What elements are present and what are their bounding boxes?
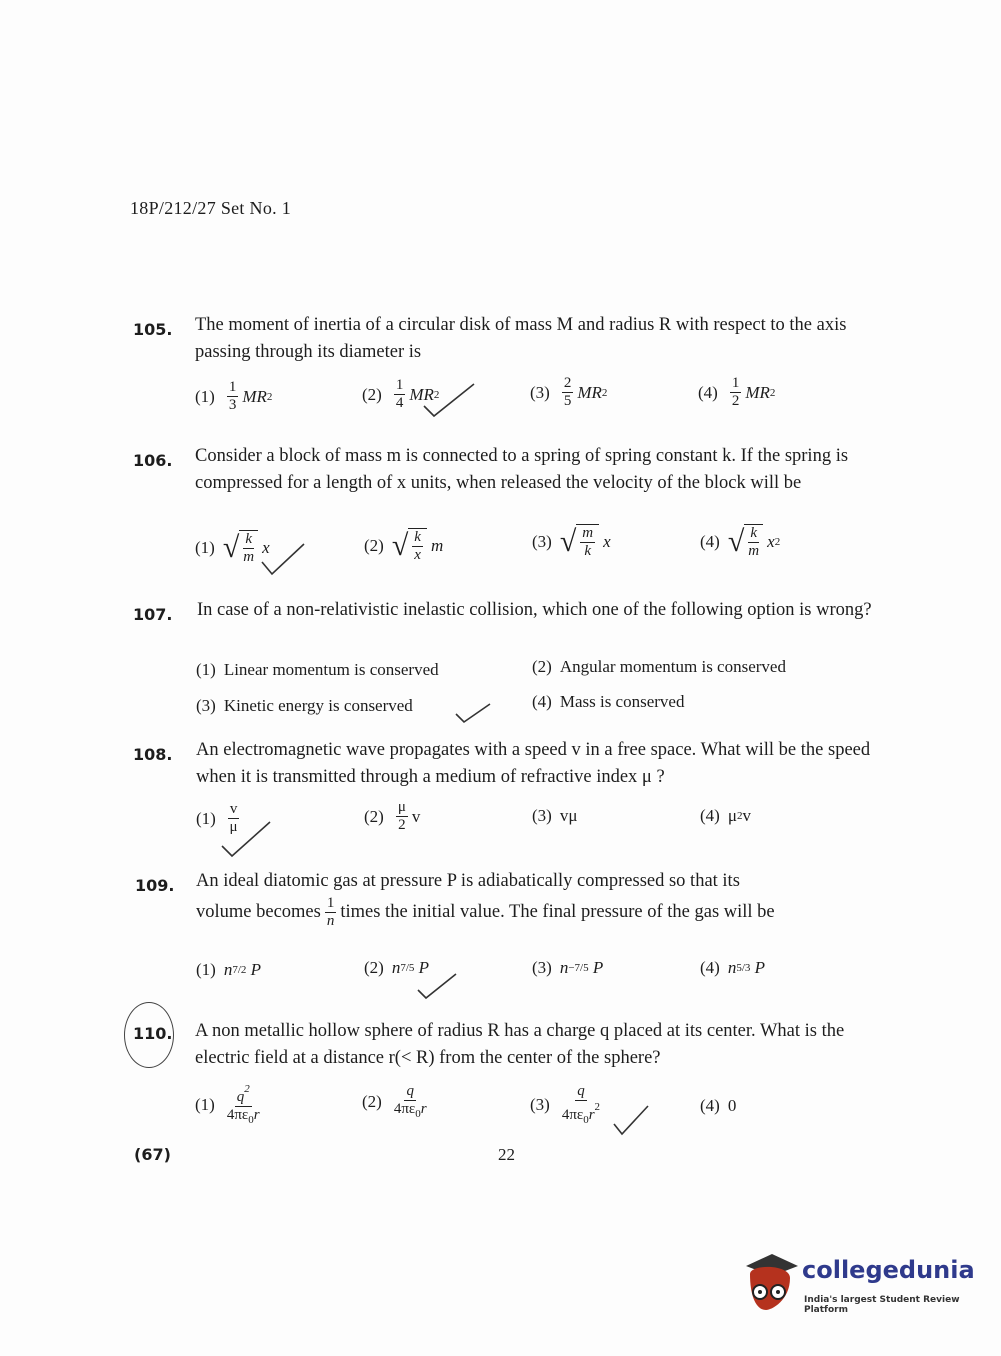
booklet-code: (67) [134,1145,171,1164]
expression: v [411,806,421,826]
question-text: A non metallic hollow sphere of radius R has a charge q placed at its center. What is the electric field at a distance r(< R) from the center of the sphere? [195,1021,845,1068]
option-4 [532,692,684,712]
option-text: Kinetic energy is conserved [223,696,413,715]
denominator: μ [229,819,238,835]
option-label: (1) [196,660,216,679]
expression: m [430,535,444,555]
option-label: (3) [532,958,552,977]
option-label: (4) [698,382,718,402]
numerator: 1 [731,375,740,391]
base: n [391,958,401,977]
denominator: 2 [398,817,406,833]
question-text-line2 [196,896,775,929]
denominator: k [584,543,592,559]
expression: MR [577,382,602,402]
expression: P [754,958,766,977]
text-fragment: times the initial value. The final pressure of the gas will be [340,902,775,922]
option-2: (2) $\frac{q}{4\pi\varepsilon_0r}$ [362,1083,427,1120]
option-label: (4) [532,692,552,711]
denominator: x [414,547,421,563]
numerator: q [406,1083,414,1099]
numerator: k [414,529,421,545]
page-number: 22 [498,1145,515,1164]
exponent: 7/5 [400,962,415,974]
option-2 [364,800,420,833]
option-label: (4) [700,1096,720,1115]
numerator: m [582,525,594,541]
numerator: 1 [326,895,335,911]
option-4 [700,806,751,826]
option-2 [532,657,786,677]
option-1 [196,660,439,680]
option-label: (3) [530,382,550,402]
expression: P [592,958,604,977]
option-3 [532,958,603,978]
option-text: Angular momentum is conserved [559,657,786,676]
option-label: (2) [364,535,384,555]
option-label: (1) [196,960,216,979]
expression: v [742,806,751,825]
option-label: (2) [364,958,384,977]
question-text: An electromagnetic wave propagates with a speed v in a free space. What will be the speed when it is transmitted through a medium of refractive index μ ? [196,740,871,787]
brand-tagline: India's largest Student Review Platform [804,1295,960,1315]
question-number: 105. [133,320,173,339]
option-label: (4) [700,806,720,825]
option-3: (3) $\frac{q}{4\pi\varepsilon_0r^2}$ [530,1083,601,1126]
option-label: (2) [532,657,552,676]
question-number: 108. [133,745,173,764]
expression: P [250,960,262,979]
question-text: In case of a non-relativistic inelastic collision, which one of the following option is wrong? [197,600,872,620]
expression: x [767,531,775,551]
numerator: 1 [228,379,237,395]
option-4 [700,958,765,978]
option-text: 0 [727,1096,737,1115]
option-label: (2) [364,806,384,826]
numerator: k [245,531,253,547]
check-mark-icon [258,537,308,578]
numerator: k [750,525,758,541]
check-mark-icon [218,818,274,860]
option-label: (2) [362,1092,382,1111]
option-text: vμ [559,806,578,825]
option-4: (4) √ $\frac{k}{m}$ x 2 [700,524,781,559]
option-label: (4) [700,958,720,977]
option-3: (3) √ $\frac{m}{k}$ x [532,524,611,559]
option-1: (1) $\frac{q^2}{4\pi\varepsilon_0r}$ [195,1083,260,1126]
expression: P [418,958,430,977]
denominator: 4 [395,395,404,411]
option-2: (2) $\frac{1}{4}$ MR 2 [362,377,440,411]
option-label: (1) [195,386,215,406]
option-1: (1) √ $\frac{k}{m}$ x [195,530,270,565]
question-number: 110. [133,1024,173,1043]
expression: MR [242,386,267,406]
exponent: 7/2 [232,964,247,976]
option-label: (1) [195,1095,215,1114]
check-mark-icon [420,380,478,420]
denominator: n [326,913,335,929]
collegedunia-logo [742,1250,975,1315]
option-3: (3) $\frac{2}{5}$ MR 2 [530,375,608,409]
mascot-icon [742,1252,798,1312]
base: n [559,958,569,977]
numerator: 1 [395,377,404,393]
base: n [727,958,737,977]
option-3 [196,696,413,716]
numerator: 2 [563,375,572,391]
denominator: 3 [228,397,237,413]
option-text: μ [727,806,737,825]
brand-name: collegedunia [802,1256,975,1284]
denominator: 4πε [226,1107,249,1123]
option-1: (1) $\frac{1}{3}$ MR 2 [195,379,273,413]
text-fragment: volume becomes [196,902,321,922]
check-mark-icon [414,970,460,1002]
option-label: (4) [700,531,720,551]
numerator: μ [397,799,406,815]
option-3 [532,806,577,826]
option-label: (3) [532,806,552,825]
numerator: q [577,1083,585,1099]
denominator: 2 [731,393,740,409]
question-number: 106. [133,451,173,470]
option-label: (3) [196,696,216,715]
paper-code-header: 18P/212/27 Set No. 1 [130,198,292,218]
denominator: 4πε [561,1107,584,1123]
check-mark-icon [452,700,494,726]
option-4: (4) $\frac{1}{2}$ MR 2 [698,375,776,409]
option-label: (1) [195,537,215,557]
option-label: (1) [196,808,216,828]
base: n [223,960,233,979]
check-mark-icon [610,1102,652,1138]
option-2: (2) √ $\frac{k}{x}$ m [364,528,444,563]
denominator: m [748,543,760,559]
numerator: v [229,801,238,817]
option-text: Mass is conserved [559,692,685,711]
denominator: 5 [563,393,572,409]
exponent: 2 [736,810,743,822]
expression: MR [409,384,434,404]
expression: MR [745,382,770,402]
numerator: q [236,1089,245,1105]
exponent: −7/5 [568,962,589,974]
option-text: Linear momentum is conserved [223,660,439,679]
option-4 [700,1096,736,1116]
option-1 [196,960,261,980]
question-text: An ideal diatomic gas at pressure P is adiabatically compressed so that its [196,871,740,891]
option-label: (2) [362,384,382,404]
denominator: m [243,549,255,565]
expression: x [603,531,611,551]
question-number: 107. [133,605,173,624]
option-label: (3) [532,531,552,551]
expression: x [262,537,270,557]
question-number: 109. [135,876,175,895]
question-text: Consider a block of mass m is connected to a spring of spring constant k. If the spring is compressed for a length of x units, when released the velocity of the block will be [195,446,849,493]
exponent: 5/3 [736,962,751,974]
question-text: The moment of inertia of a circular disk of mass M and radius R with respect to the axis passing through its diameter is [195,315,847,362]
denominator: 4πε [393,1101,416,1117]
option-label: (3) [530,1095,550,1114]
